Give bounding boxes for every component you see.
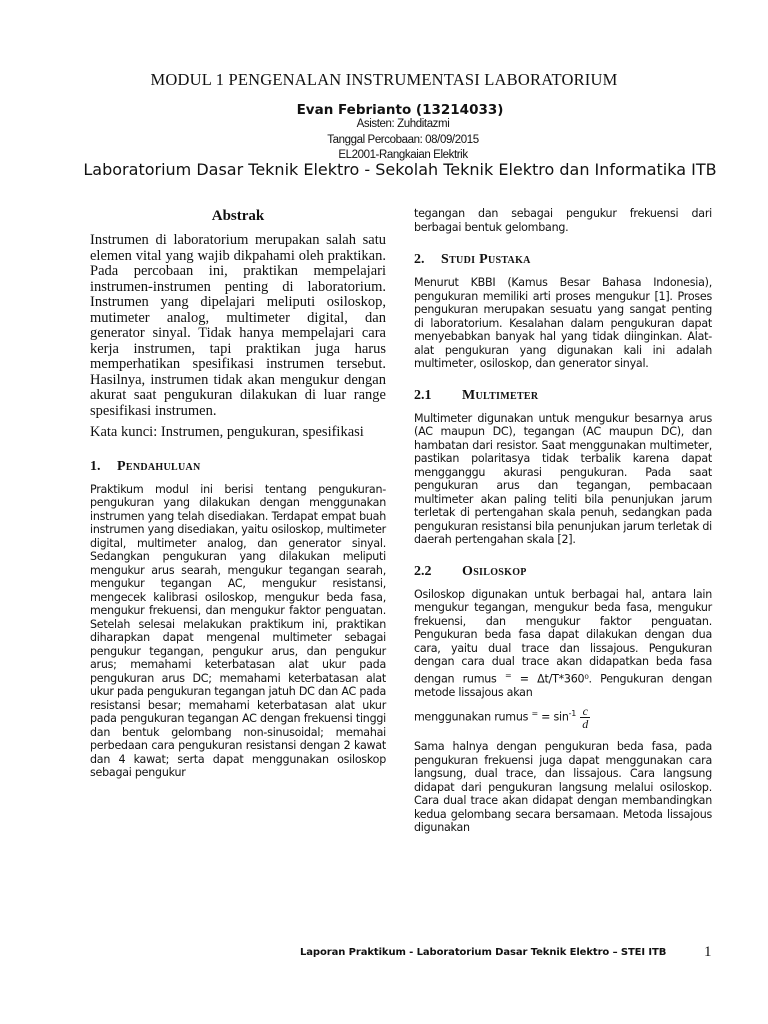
page-footer: Laporan Praktikum - Laboratorium Dasar Teknik Elektro – STEI ITB <box>300 947 667 958</box>
section-number: 2. <box>414 252 425 267</box>
section-title: Osiloskop <box>462 563 527 579</box>
section-2-2-body <box>414 588 712 700</box>
author-name: Evan Febrianto (13214033) <box>296 102 504 118</box>
section-title: Pendahuluan <box>117 458 201 474</box>
equation-lissajous: = sin <box>537 710 569 724</box>
keywords: Kata kunci: Instrumen, pengukuran, spesifikasi <box>90 424 364 440</box>
fraction-numerator: c <box>582 704 588 719</box>
lab-affiliation: Laboratorium Dasar Teknik Elektro - Sekolah Teknik Elektro dan Informatika ITB <box>83 160 717 179</box>
assistant-line: Asisten: Zuhditazmi <box>356 118 450 130</box>
section-2-body: Menurut KBBI (Kamus Besar Bahasa Indonesia), pengukuran memiliki arti proses mengukur [1]. Proses pengukuran merupakan sesuatu yang sangat penting di laboratorium. Kesalahan dalam pengukuran dapat menyebabkan banyak hal yang tidak diinginkan. Alat-alat pengukuran yang digunakan kali ini adalah multimeter, osiloskop, dan generator sinyal. <box>414 276 712 370</box>
lissajous-formula-line <box>414 705 712 730</box>
section-number: 1. <box>90 458 101 474</box>
phase-symbol: = <box>504 670 512 680</box>
fraction-denominator: d <box>582 717 588 732</box>
left-column <box>90 200 386 780</box>
section-title: Studi Pustaka <box>441 252 531 267</box>
experiment-date: Tanggal Percobaan: 08/09/2015 <box>327 134 479 146</box>
section-2-heading <box>414 252 712 268</box>
inverse-exponent: -1 <box>568 709 577 718</box>
body-text: Pengukuran dengan metode lissajous akan <box>414 672 712 699</box>
right-column <box>414 200 712 835</box>
course-code: EL2001-Rangkaian Elektrik <box>338 149 468 161</box>
section-2-2-body-continued: Sama halnya dengan pengukuran beda fasa, pada pengukuran frekuensi juga dapat menggunakan cara langsung, dual trace, dan lissajous. Cara langsung didapat dari pengukuran langsung melalui osiloskop. Cara dual trace akan didapat dengan membandingkan kedua gelombang secara bersamaan. Metoda lissajous digunakan <box>414 740 712 835</box>
paper-title: MODUL 1 PENGENALAN INSTRUMENTASI LABORATORIUM <box>150 70 618 89</box>
body-text: menggunakan rumus <box>414 710 532 724</box>
equation-dual-trace: = Δt/T*360⁰. <box>519 672 592 686</box>
section-1-body: Praktikum modul ini berisi tentang pengukuran-pengukuran yang dilakukan dengan menggunakan instrumen yang telah disediakan. Terdapat empat buah instrumen yang disediakan, yaitu osiloskop, multimeter digital, multimeter analog, dan generator sinyal. Sedangkan pengukuran yang dilakukan meliputi mengukur arus searah, mengukur tegangan searah, mengukur tegangan AC, mengukur resistansi, mengecek kalibrasi osiloskop, mengukur beda fasa, mengukur frekuensi, dan mengukur faktor penguatan. Setelah selesai melakukan praktikum ini, praktikan diharapkan dapat mengenal multimeter sebagai pengukur tegangan, pengukur arus, dan pengukur arus; memahami keterbatasan alat ukur pada pengukuran arus DC; memahami keterbatasan alat ukur pada pengukuran tegangan jatuh DC dan AC pada resistansi besar; memahami keterbatasan alat ukur pada pengukuran tegangan AC dengan frekuensi tinggi dan bentuk gelombang non-sinusoidal; memahai perbedaan cara pengukuran resistansi dengan 2 kawat dan 4 kawat; serta dapat menggunakan osiloskop sebagai pengukur <box>90 482 386 779</box>
section-2-1-body: Multimeter digunakan untuk mengukur besarnya arus (AC maupun DC), tegangan (AC maupun DC), dan hambatan dari resistor. Saat menggunakan multimeter, pastikan polaritasya tidak terbalik karena dapat mengganggu akurasi pengukuran. Pada saat pengukuran arus dan tegangan, pembacaan multimeter akan paling teliti bila penunjukan jarum terletak di pertengahan skala penuh, sedangkan pada pengukuran resistansi bila penunjukan jarum terletak di daerah pertengahan skala [2]. <box>414 411 712 546</box>
fraction-c-over-d <box>580 705 590 730</box>
section-2-2-heading <box>414 564 712 580</box>
section-1-heading <box>90 459 386 475</box>
phase-symbol: = <box>531 709 538 718</box>
section-number: 2.2 <box>414 563 432 579</box>
body-text: Osiloskop digunakan untuk berbagai hal, antara lain mengukur tegangan, mengukur beda fasa, mengukur frekuensi, dan mengukur faktor penguatan. Pengukuran beda fasa dapat dilakukan dengan dua cara, yaitu dual trace dan lissajous. Pengukuran dengan cara dual trace akan didapatkan beda fasa dengan rumus <box>414 587 712 686</box>
section-number: 2.1 <box>414 387 432 403</box>
abstract-heading: Abstrak <box>211 208 265 224</box>
section-1-continuation: tegangan dan sebagai pengukur frekuensi dari berbagai bentuk gelombang. <box>414 207 712 234</box>
section-2-1-heading <box>414 388 712 404</box>
page-number: 1 <box>704 944 712 960</box>
section-title: Multimeter <box>462 387 539 403</box>
abstract-text: Instrumen di laboratorium merupakan salah satu elemen vital yang wajib dikpahami oleh praktikan. Pada percobaan ini, praktikan mempelajari instrumen-instrumen penting di laboratorium. Instrumen yang dipelajari meliputi osiloskop, mutimeter analog, multimeter digital, dan generator sinyal. Tidak hanya mempelajari cara kerja instrumen, tapi praktikan juga harus memperhatikan spesifikasi instrumen tersebut. Hasilnya, instrumen tidak akan mengukur dengan akurat saat pengukuran dilakukan di luar range spesifikasi instrumen. <box>90 232 386 419</box>
